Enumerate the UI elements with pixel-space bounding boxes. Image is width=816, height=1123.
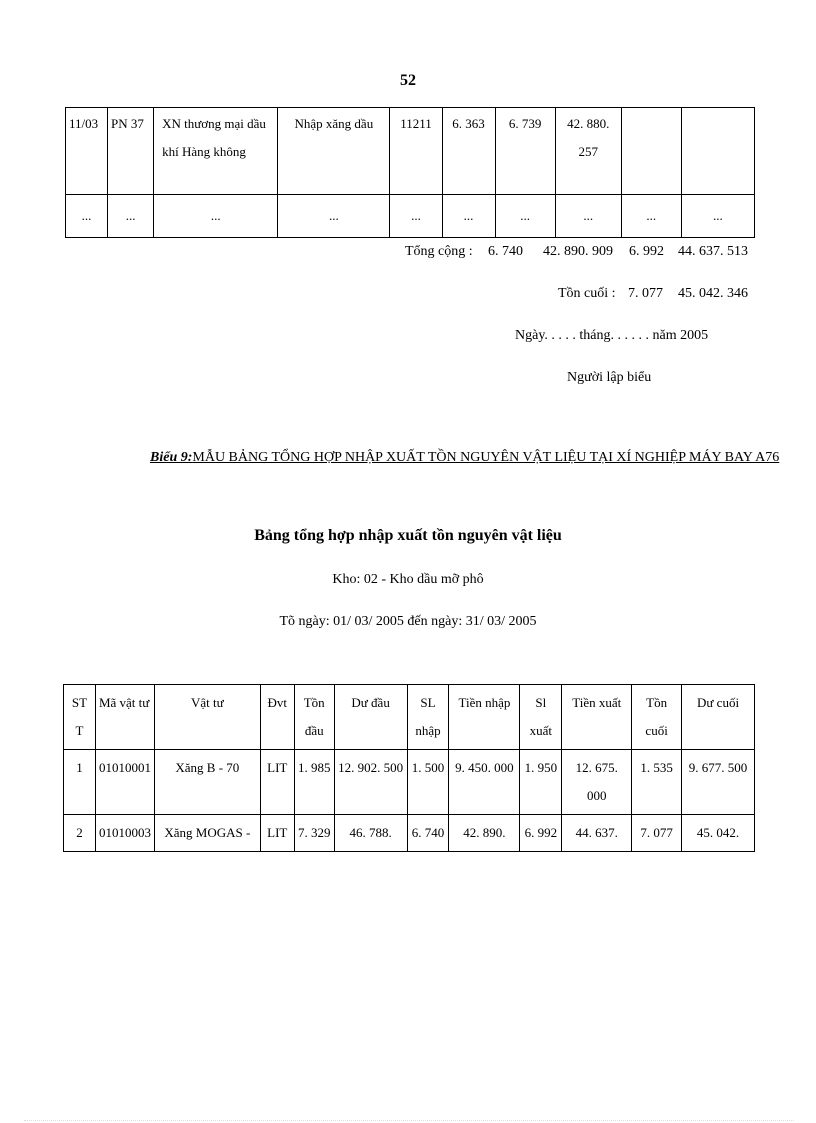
form-label: Biểu 9: — [150, 450, 193, 465]
cell-item: Xăng B - 70 — [154, 750, 260, 815]
totals-v1: 6. 740 — [488, 244, 523, 259]
totals-v4: 44. 637. 513 — [678, 244, 748, 259]
cell-qty-out: 6. 992 — [520, 815, 562, 852]
ellipsis-cell: ... — [66, 195, 108, 238]
cell-stt: 1 — [64, 750, 96, 815]
closing-v2: 45. 042. 346 — [678, 286, 748, 301]
ledger-desc: Nhập xăng dầu — [278, 108, 390, 195]
ledger-account: 11211 — [390, 108, 442, 195]
cell-amount-in: 9. 450. 000 — [449, 750, 520, 815]
ledger-amount: 42. 880. 257 — [555, 108, 621, 195]
header-cell: SL nhập — [407, 685, 449, 750]
header-cell: ST T — [64, 685, 96, 750]
bottom-divider — [24, 1120, 794, 1121]
table-row — [66, 108, 755, 195]
totals-v3: 6. 992 — [629, 244, 664, 259]
date-line: Ngày. . . . . tháng. . . . . . năm 2005 — [515, 328, 709, 343]
ellipsis-cell: ... — [681, 195, 754, 238]
cell-unit: LIT — [260, 750, 294, 815]
header-cell: Sl xuất — [520, 685, 562, 750]
ledger-c10 — [681, 108, 754, 195]
cell-code: 01010003 — [95, 815, 154, 852]
table-row — [66, 195, 755, 238]
cell-unit: LIT — [260, 815, 294, 852]
closing-label: Tồn cuối : — [558, 286, 616, 301]
ellipsis-cell: ... — [621, 195, 681, 238]
cell-opening-qty: 1. 985 — [294, 750, 334, 815]
cell-amount-out: 44. 637. — [562, 815, 632, 852]
header-cell: Dư đầu — [334, 685, 407, 750]
table-row — [64, 815, 755, 852]
ledger-table — [65, 107, 755, 238]
preparer-label: Người lập biểu — [567, 370, 652, 385]
cell-stt: 2 — [64, 815, 96, 852]
cell-amount-in: 42. 890. — [449, 815, 520, 852]
cell-closing-qty: 1. 535 — [632, 750, 682, 815]
header-cell: Vật tư — [154, 685, 260, 750]
report-period: Tõ ngày: 01/ 03/ 2005 đến ngày: 31/ 03/ 2005 — [279, 614, 537, 629]
cell-opening-qty: 7. 329 — [294, 815, 334, 852]
summary-table — [63, 684, 755, 852]
cell-closing-qty: 7. 077 — [632, 815, 682, 852]
ledger-qty2: 6. 739 — [495, 108, 555, 195]
ellipsis-cell: ... — [495, 195, 555, 238]
report-warehouse: Kho: 02 - Kho dầu mỡ phô — [332, 572, 484, 587]
cell-closing-balance: 45. 042. — [682, 815, 755, 852]
cell-opening-balance: 12. 902. 500 — [334, 750, 407, 815]
ellipsis-cell: ... — [108, 195, 154, 238]
totals-v2: 42. 890. 909 — [543, 244, 613, 259]
cell-qty-in: 1. 500 — [407, 750, 449, 815]
totals-label: Tổng cộng : — [405, 244, 473, 259]
report-title: Bảng tổng hợp nhập xuất tồn nguyên vật liệu — [254, 527, 562, 544]
header-cell: Đvt — [260, 685, 294, 750]
ellipsis-cell: ... — [555, 195, 621, 238]
ellipsis-cell: ... — [278, 195, 390, 238]
cell-qty-out: 1. 950 — [520, 750, 562, 815]
cell-item: Xăng MOGAS - — [154, 815, 260, 852]
header-cell: Mã vật tư — [95, 685, 154, 750]
ellipsis-cell: ... — [154, 195, 278, 238]
ledger-doc: PN 37 — [108, 108, 154, 195]
ledger-supplier: XN thương mại dầu khí Hàng không — [154, 108, 278, 195]
header-cell: Tồn cuối — [632, 685, 682, 750]
header-cell: Tiền nhập — [449, 685, 520, 750]
cell-closing-balance: 9. 677. 500 — [682, 750, 755, 815]
header-cell: Tồn đầu — [294, 685, 334, 750]
ellipsis-cell: ... — [390, 195, 442, 238]
closing-v1: 7. 077 — [628, 286, 663, 301]
form-title: MẪU BẢNG TỔNG HỢP NHẬP XUẤT TỒN NGUYÊN VẬT LIỆU TẠI XÍ NGHIỆP MÁY BAY A76 — [192, 450, 780, 465]
header-cell: Dư cuối — [682, 685, 755, 750]
ledger-qty-in: 6. 363 — [442, 108, 495, 195]
ledger-date: 11/03 — [66, 108, 108, 195]
table-row — [64, 750, 755, 815]
table-header-row — [64, 685, 755, 750]
cell-opening-balance: 46. 788. — [334, 815, 407, 852]
cell-code: 01010001 — [95, 750, 154, 815]
page-number: 52 — [400, 72, 416, 89]
ellipsis-cell: ... — [442, 195, 495, 238]
cell-qty-in: 6. 740 — [407, 815, 449, 852]
header-cell: Tiền xuất — [562, 685, 632, 750]
form-heading — [150, 450, 779, 466]
ledger-c9 — [621, 108, 681, 195]
cell-amount-out: 12. 675. 000 — [562, 750, 632, 815]
